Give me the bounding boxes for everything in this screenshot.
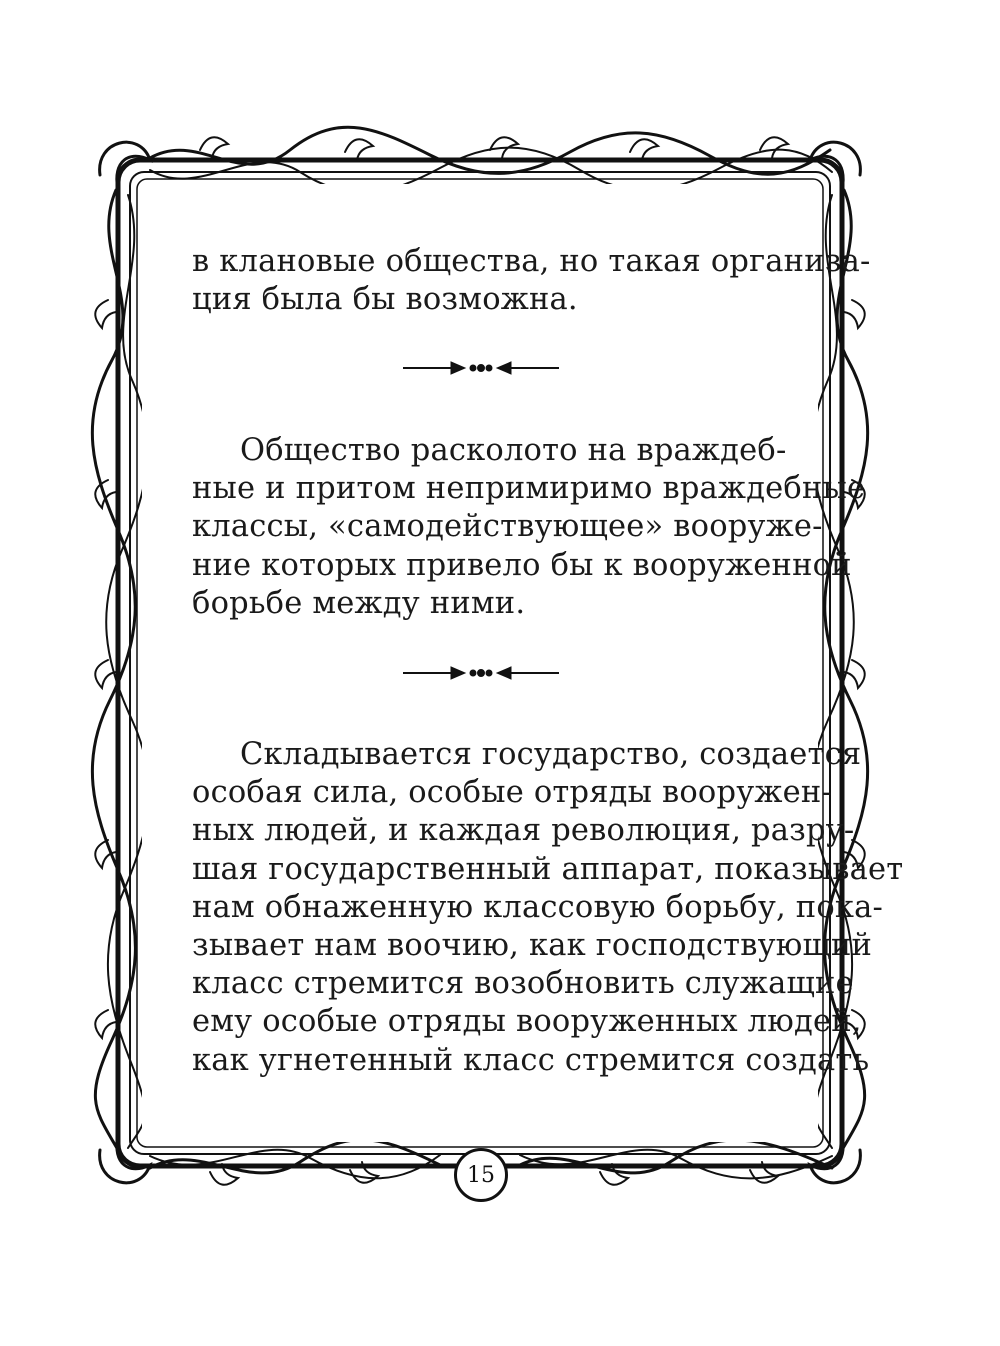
ornamental-divider-icon [403, 663, 559, 683]
ornamental-divider-icon [403, 358, 559, 378]
text-line: класс стремится возобновить служащие [192, 966, 854, 1002]
text-line: зывает нам воочию, как господствующий [192, 928, 873, 964]
text-line: ные и притом непримиримо враждебные [192, 471, 866, 507]
text-line: шая государственный аппарат, показывает [192, 851, 904, 887]
text-line: ние которых привело бы к вооруженной [192, 547, 852, 583]
text-line: нам обнаженную классовую борьбу, пока- [192, 889, 884, 925]
text-line: особая сила, особые отряды вооружен- [192, 775, 832, 811]
text-line: в клановые общества, но такая организа- [192, 244, 871, 279]
text-line: ных людей, и каждая революция, разру- [192, 813, 855, 849]
text-line: как угнетенный класс стремится создать [192, 1042, 870, 1078]
text-line: ему особые отряды вооруженных людей, [192, 1004, 862, 1040]
text-line: борьбе между ними. [192, 585, 526, 621]
text-line: классы, «самодействующее» вооруже- [192, 509, 823, 545]
paragraph-1 [192, 243, 871, 319]
text-line: ция была бы возможна. [192, 282, 578, 318]
page-number: 15 [454, 1148, 508, 1202]
paragraph-3 [192, 736, 904, 1080]
text-line: Складывается государство, создается [240, 737, 862, 772]
text-line: Общество расколото на враждеб- [240, 433, 787, 468]
paragraph-2 [192, 432, 866, 623]
